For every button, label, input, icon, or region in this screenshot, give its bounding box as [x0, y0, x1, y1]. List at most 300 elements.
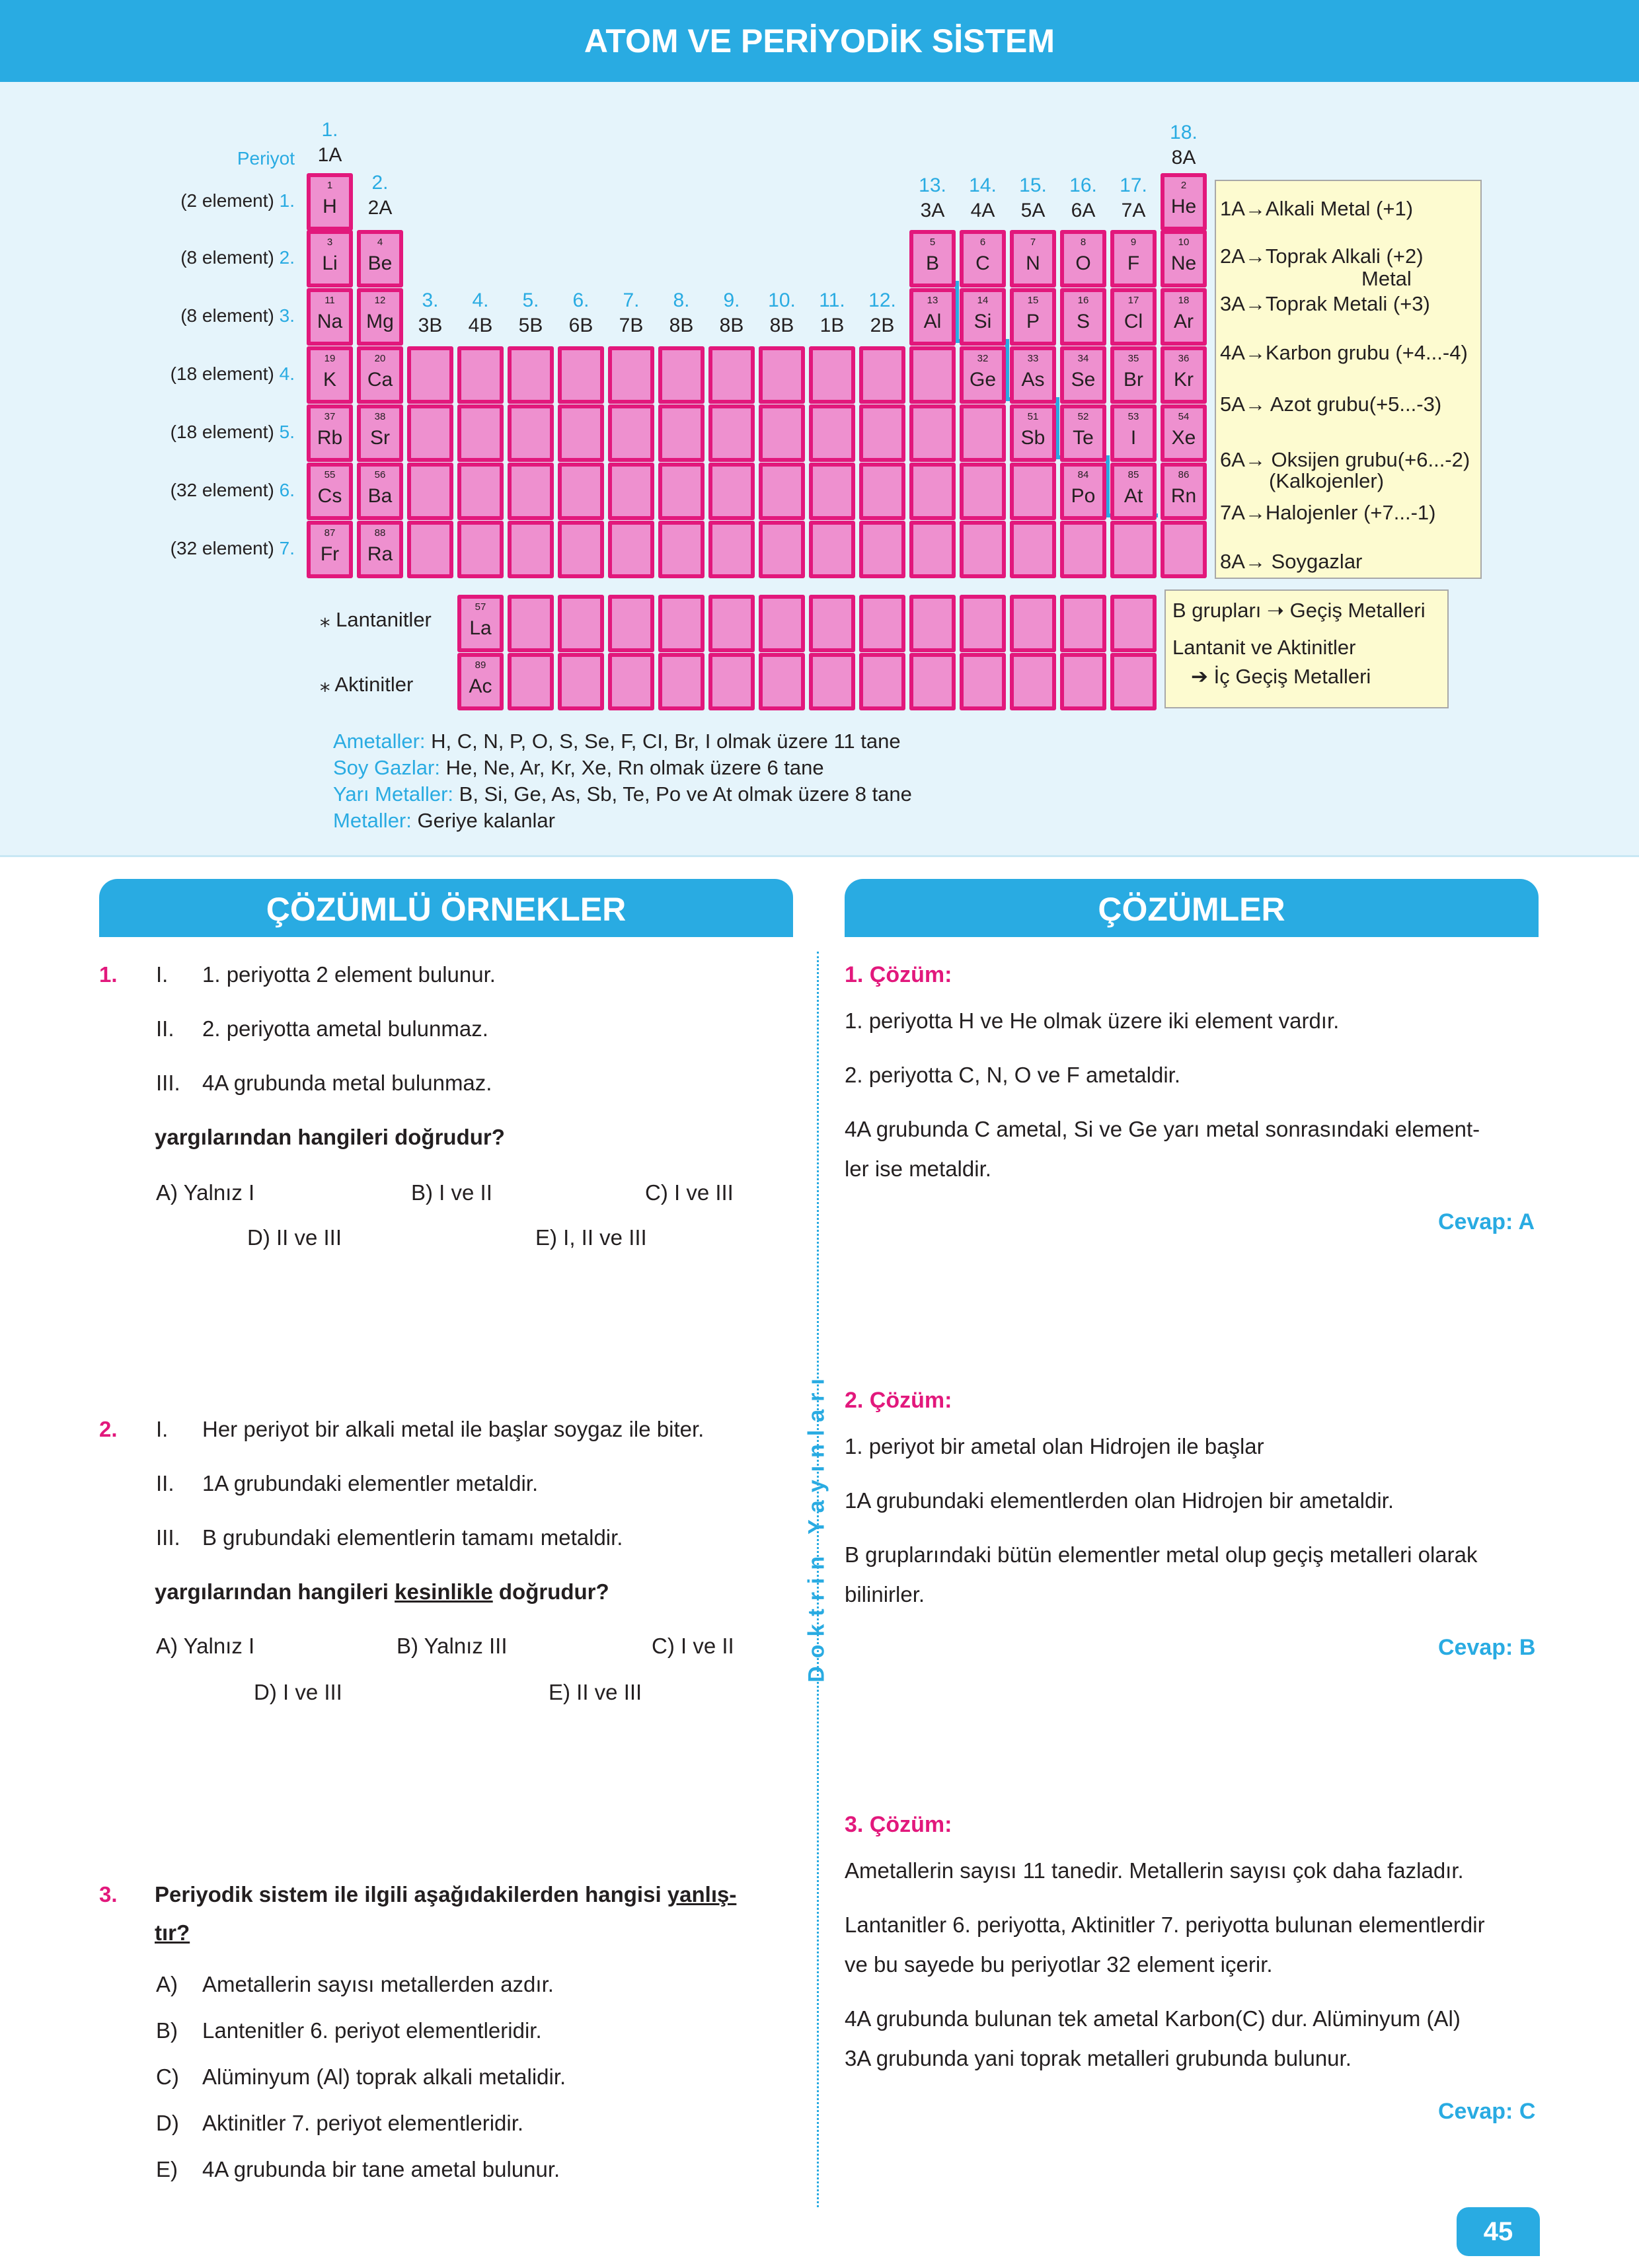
element-cell-he: [1161, 173, 1207, 231]
empty-element-cell: [407, 463, 453, 520]
element-symbol: Rb: [317, 427, 343, 449]
group-number: 18.: [1170, 122, 1198, 143]
empty-element-cell: [960, 404, 1006, 462]
group-names-box: [1215, 180, 1482, 579]
group-number: 5.: [522, 289, 539, 311]
solution-line: 4A grubunda C ametal, Si ve Ge yarı metal sonrasındaki element-: [845, 1117, 1480, 1141]
element-symbol: Be: [367, 252, 393, 274]
element-cell-kr: [1161, 346, 1207, 404]
brand-text: Doktrin Yayınları: [804, 1371, 829, 1682]
element-symbol: Ar: [1174, 311, 1194, 332]
empty-element-cell: [658, 346, 705, 404]
option-c[interactable]: C) I ve II: [652, 1634, 734, 1658]
atomic-number: 87: [324, 527, 336, 539]
solution-line: 1A grubundaki elementlerden olan Hidrojen bir ametaldir.: [845, 1488, 1394, 1513]
period-count: (32 element): [170, 480, 274, 500]
empty-element-cell: [909, 521, 956, 578]
answer-label: Cevap: B: [1438, 1635, 1536, 1660]
period-number: 3.: [279, 305, 295, 326]
element-cell-at: [1110, 463, 1157, 520]
element-cell-sr: [357, 404, 403, 462]
period-number: 1.: [279, 190, 295, 211]
empty-actinide-cell: [1060, 653, 1106, 710]
atomic-number: 6: [979, 237, 986, 248]
empty-element-cell: [708, 346, 755, 404]
answer-label: Cevap: C: [1438, 2099, 1536, 2124]
page-title: ATOM VE PERİYODİK SİSTEM: [584, 22, 1055, 59]
atomic-number: 85: [1127, 469, 1139, 480]
element-cell-cl: [1110, 288, 1157, 346]
empty-element-cell: [558, 404, 604, 462]
transition-line-1: B grupları ➝ Geçiş Metalleri: [1172, 599, 1426, 622]
empty-element-cell: [608, 521, 654, 578]
group-code: 4B: [468, 315, 493, 336]
group-code: 3B: [418, 315, 443, 336]
solutions-tab: ÇÖZÜMLER: [845, 879, 1539, 937]
group-number: 16.: [1069, 174, 1097, 196]
empty-lanthanide-cell: [1060, 595, 1106, 652]
atomic-number: 53: [1127, 411, 1139, 422]
page-number: 45: [1457, 2207, 1540, 2256]
group-name-line: Metal: [1361, 267, 1412, 290]
element-cell-p: [1010, 288, 1056, 346]
question-prompt: [155, 1579, 609, 1605]
atomic-number: 16: [1077, 295, 1089, 306]
option-b[interactable]: B) Yalnız III: [397, 1634, 508, 1658]
element-symbol: Fr: [320, 543, 340, 565]
empty-lanthanide-cell: [558, 595, 604, 652]
group-number: 2.: [371, 172, 389, 194]
atomic-number: 89: [475, 660, 486, 671]
atomic-number: 14: [977, 295, 989, 306]
empty-element-cell: [558, 521, 604, 578]
group-name-line: 7A→Halojenler (+7...-1): [1220, 501, 1436, 524]
atomic-number: 33: [1027, 353, 1039, 364]
empty-element-cell: [1010, 463, 1056, 520]
element-cell-ra: [357, 521, 403, 578]
element-symbol: He: [1170, 196, 1197, 217]
definition-key: Soy Gazlar:: [333, 756, 440, 779]
solution-line: 1. periyotta H ve He olmak üzere iki element vardır.: [845, 1008, 1340, 1033]
empty-element-cell: [457, 404, 504, 462]
option-letter[interactable]: B): [156, 2018, 178, 2043]
empty-actinide-cell: [859, 653, 905, 710]
atomic-number: 3: [326, 237, 333, 248]
period-label-1: [77, 190, 295, 211]
option-e[interactable]: E) I, II ve III: [535, 1225, 647, 1250]
empty-lanthanide-cell: [508, 595, 554, 652]
element-cell-se: [1060, 346, 1106, 404]
empty-element-cell: [558, 463, 604, 520]
period-label-5: [77, 422, 295, 443]
element-symbol: Ba: [367, 485, 393, 507]
empty-element-cell: [407, 346, 453, 404]
empty-element-cell: [608, 404, 654, 462]
element-symbol: La: [469, 617, 492, 639]
statement-ii: 1A grubundaki elementler metaldir.: [202, 1471, 539, 1495]
period-count: (18 element): [170, 363, 274, 384]
definition-key: Ametaller:: [333, 730, 426, 753]
element-cell-i: [1110, 404, 1157, 462]
empty-lanthanide-cell: [658, 595, 705, 652]
element-cell-ar: [1161, 288, 1207, 346]
empty-element-cell: [407, 404, 453, 462]
empty-element-cell: [708, 521, 755, 578]
atomic-number: 55: [324, 469, 336, 480]
period-label-6: [77, 480, 295, 501]
empty-actinide-cell: [809, 653, 855, 710]
atomic-number: 34: [1077, 353, 1089, 364]
examples-tab: ÇÖZÜMLÜ ÖRNEKLER: [99, 879, 793, 937]
definition-line: [333, 809, 555, 833]
element-symbol: I: [1130, 427, 1137, 449]
group-code: 5A: [1020, 200, 1046, 221]
element-cell-o: [1060, 230, 1106, 287]
group-name-line: 1A→Alkali Metal (+1): [1220, 197, 1414, 220]
empty-element-cell: [508, 346, 554, 404]
empty-element-cell: [809, 404, 855, 462]
element-symbol: Cl: [1124, 311, 1143, 332]
question-number: 3.: [99, 1882, 118, 1907]
option-a[interactable]: A) Yalnız I: [156, 1634, 255, 1658]
option-letter[interactable]: C): [156, 2064, 179, 2089]
group-code: 6A: [1071, 200, 1096, 221]
periodic-table-panel: [0, 82, 1639, 857]
period-count: (8 element): [180, 247, 274, 268]
group-number: 4.: [472, 289, 489, 311]
atomic-number: 10: [1178, 237, 1190, 248]
period-heading: Periyot: [237, 148, 295, 169]
element-cell-br: [1110, 346, 1157, 404]
solution-line: 3A grubunda yani toprak metalleri grubunda bulunur.: [845, 2046, 1352, 2070]
definition-value: He, Ne, Ar, Kr, Xe, Rn olmak üzere 6 tane: [439, 756, 824, 779]
atomic-number: 17: [1127, 295, 1139, 306]
group-code: 1B: [820, 315, 845, 336]
group-code: 2A: [367, 197, 393, 219]
element-cell-fr: [307, 521, 353, 578]
empty-element-cell: [658, 404, 705, 462]
element-cell-f: [1110, 230, 1157, 287]
element-cell-b: [909, 230, 956, 287]
atomic-number: 5: [929, 237, 936, 248]
atomic-number: 4: [377, 237, 383, 248]
empty-element-cell: [859, 521, 905, 578]
empty-actinide-cell: [759, 653, 805, 710]
element-cell-al: [909, 288, 956, 346]
element-cell-si: [960, 288, 1006, 346]
period-label-3: [77, 305, 295, 326]
option-text[interactable]: Alüminyum (Al) toprak alkali metalidir.: [202, 2064, 566, 2089]
element-symbol: K: [323, 369, 336, 391]
group-code: 6B: [568, 315, 593, 336]
empty-actinide-cell: [960, 653, 1006, 710]
question-number: 1.: [99, 962, 118, 987]
empty-element-cell: [457, 521, 504, 578]
group-number: 17.: [1120, 174, 1147, 196]
roman-iii: III.: [156, 1525, 180, 1550]
prompt-emphasis: yanlış-: [667, 1882, 737, 1907]
period-label-7: [77, 538, 295, 559]
group-number: 14.: [969, 174, 997, 196]
element-symbol: P: [1026, 311, 1040, 332]
group-code: 7A: [1121, 200, 1146, 221]
element-symbol: Xe: [1171, 427, 1196, 449]
group-number: 7.: [623, 289, 640, 311]
solution-line: 4A grubunda bulunan tek ametal Karbon(C) dur. Alüminyum (Al): [845, 2006, 1461, 2031]
transition-line-3: ➔ İç Geçiş Metalleri: [1191, 665, 1371, 688]
option-d[interactable]: D) II ve III: [247, 1225, 342, 1250]
group-number: 11.: [819, 289, 845, 311]
solution-title: 3. Çözüm:: [845, 1812, 952, 1837]
group-code: 7B: [619, 315, 644, 336]
element-symbol: B: [925, 252, 939, 274]
empty-lanthanide-cell: [708, 595, 755, 652]
atomic-number: 54: [1178, 411, 1190, 422]
solution-line: 1. periyot bir ametal olan Hidrojen ile başlar: [845, 1434, 1264, 1458]
element-symbol: Ne: [1170, 252, 1197, 274]
option-text[interactable]: Lantenitler 6. periyot elementleridir.: [202, 2018, 542, 2043]
solution-line: Lantanitler 6. periyotta, Aktinitler 7. periyotta bulunan elementlerdir: [845, 1912, 1485, 1937]
group-number: 13.: [919, 174, 946, 196]
prompt-start: Periyodik sistem ile ilgili aşağıdakilerden hangisi: [155, 1882, 667, 1907]
atomic-number: 86: [1178, 469, 1190, 480]
group-label-2: [350, 170, 410, 221]
empty-lanthanide-cell: [909, 595, 956, 652]
empty-actinide-cell: [1010, 653, 1056, 710]
element-symbol: Na: [317, 311, 343, 332]
prompt-emphasis: kesinlikle: [395, 1579, 493, 1604]
option-e[interactable]: E) II ve III: [549, 1680, 642, 1704]
atomic-number: 37: [324, 411, 336, 422]
element-symbol: F: [1127, 252, 1140, 274]
group-number: 8.: [673, 289, 690, 311]
solution-line: Ametallerin sayısı 11 tanedir. Metallerin sayısı çok daha fazladır.: [845, 1858, 1464, 1883]
atomic-number: 56: [374, 469, 386, 480]
period-count: (32 element): [170, 538, 274, 558]
empty-element-cell: [1010, 521, 1056, 578]
element-symbol: S: [1076, 311, 1090, 332]
element-symbol: Rn: [1170, 485, 1197, 507]
empty-element-cell: [708, 404, 755, 462]
group-code: 5B: [518, 315, 543, 336]
prompt-continuation: tır?: [155, 1920, 190, 1945]
empty-element-cell: [608, 346, 654, 404]
statement-iii: B grubundaki elementlerin tamamı metaldir.: [202, 1525, 623, 1550]
group-number: 1.: [321, 119, 338, 141]
period-count: (8 element): [180, 305, 274, 326]
group-number: 15.: [1019, 174, 1047, 196]
element-symbol: Te: [1073, 427, 1094, 449]
empty-element-cell: [759, 521, 805, 578]
atomic-number: 19: [324, 353, 336, 364]
group-name-line: 3A→Toprak Metali (+3): [1220, 292, 1430, 315]
solution-line: ler ise metaldir.: [845, 1156, 991, 1181]
option-text[interactable]: Aktinitler 7. periyot elementleridir.: [202, 2111, 524, 2135]
element-symbol: Mg: [366, 311, 394, 332]
solution-line: 2. periyotta C, N, O ve F ametaldir.: [845, 1063, 1181, 1087]
empty-actinide-cell: [909, 653, 956, 710]
atomic-number: 8: [1080, 237, 1086, 248]
option-b[interactable]: B) I ve II: [411, 1180, 492, 1205]
empty-element-cell: [407, 521, 453, 578]
empty-element-cell: [508, 521, 554, 578]
element-cell-po: [1060, 463, 1106, 520]
group-label-1: [300, 118, 360, 168]
roman-ii: II.: [156, 1016, 174, 1041]
atomic-number: 11: [324, 295, 335, 306]
definition-line: [333, 730, 901, 753]
atomic-number: 7: [1030, 237, 1036, 248]
group-code: 8A: [1171, 147, 1196, 169]
option-letter[interactable]: E): [156, 2157, 178, 2181]
group-number: 3.: [422, 289, 439, 311]
empty-element-cell: [457, 346, 504, 404]
empty-element-cell: [759, 346, 805, 404]
lanthanides-label: ⁎ Lantanitler: [320, 608, 432, 631]
definition-line: [333, 782, 912, 806]
option-text[interactable]: Ametallerin sayısı metallerden azdır.: [202, 1972, 554, 1996]
empty-lanthanide-cell: [1110, 595, 1157, 652]
empty-element-cell: [558, 346, 604, 404]
element-symbol: O: [1075, 252, 1091, 274]
empty-lanthanide-cell: [960, 595, 1006, 652]
atomic-number: 38: [374, 411, 386, 422]
atomic-number: 20: [374, 353, 386, 364]
empty-actinide-cell: [1110, 653, 1157, 710]
option-a[interactable]: A) Yalnız I: [156, 1180, 255, 1205]
element-symbol: Ra: [367, 543, 393, 565]
element-cell-rn: [1161, 463, 1207, 520]
actinides-label: ⁎ Aktinitler: [320, 673, 414, 696]
solution-title: 1. Çözüm:: [845, 962, 952, 987]
element-symbol: Ge: [969, 369, 997, 391]
empty-element-cell: [508, 404, 554, 462]
question-prompt: yargılarından hangileri doğrudur?: [155, 1125, 505, 1149]
element-cell-ba: [357, 463, 403, 520]
period-number: 2.: [279, 247, 295, 268]
element-cell-ne: [1161, 230, 1207, 287]
prompt-end: doğrudur?: [492, 1579, 609, 1604]
element-symbol: Sb: [1020, 427, 1046, 449]
period-count: (18 element): [170, 422, 274, 442]
empty-element-cell: [960, 521, 1006, 578]
solution-title: 2. Çözüm:: [845, 1388, 952, 1413]
group-code: 1A: [317, 144, 342, 166]
group-label-18: [1154, 120, 1213, 170]
group-name-line: 5A→ Azot grubu(+5...-3): [1220, 393, 1442, 416]
option-letter[interactable]: A): [156, 1972, 178, 1996]
atomic-number: 2: [1180, 180, 1187, 191]
solution-line: ve bu sayede bu periyotlar 32 element içerir.: [845, 1952, 1273, 1977]
atomic-number: 15: [1027, 295, 1039, 306]
element-symbol: Ac: [469, 675, 492, 697]
roman-iii: III.: [156, 1071, 180, 1095]
element-symbol: Si: [973, 311, 992, 332]
question-number: 2.: [99, 1417, 118, 1441]
element-cell-la: [457, 595, 504, 652]
empty-element-cell: [909, 404, 956, 462]
group-name-line: 4A→Karbon grubu (+4...-4): [1220, 341, 1468, 364]
question-prompt: [155, 1882, 736, 1907]
element-symbol: Cs: [317, 485, 342, 507]
empty-element-cell: [809, 346, 855, 404]
transition-line-2: Lantanit ve Aktinitler: [1172, 636, 1356, 659]
empty-lanthanide-cell: [809, 595, 855, 652]
statement-ii: 2. periyotta ametal bulunmaz.: [202, 1016, 488, 1041]
empty-element-cell: [960, 463, 1006, 520]
definition-key: Yarı Metaller:: [333, 782, 454, 806]
empty-element-cell: [759, 404, 805, 462]
empty-element-cell: [708, 463, 755, 520]
element-cell-xe: [1161, 404, 1207, 462]
statement-iii: 4A grubunda metal bulunmaz.: [202, 1071, 492, 1095]
answer-label: Cevap: A: [1438, 1209, 1535, 1234]
period-number: 4.: [279, 363, 295, 384]
period-label-2: [77, 247, 295, 268]
atomic-number: 36: [1178, 353, 1190, 364]
option-letter[interactable]: D): [156, 2111, 179, 2135]
definition-line: [333, 756, 824, 780]
statement-i: 1. periyotta 2 element bulunur.: [202, 962, 496, 987]
atomic-number: 18: [1178, 295, 1190, 306]
empty-element-cell: [859, 346, 905, 404]
atomic-number: 12: [374, 295, 386, 306]
roman-i: I.: [156, 962, 169, 987]
element-cell-li: [307, 230, 353, 287]
empty-actinide-cell: [608, 653, 654, 710]
element-cell-cs: [307, 463, 353, 520]
atomic-number: 1: [326, 180, 333, 191]
empty-element-cell: [859, 404, 905, 462]
empty-actinide-cell: [658, 653, 705, 710]
empty-lanthanide-cell: [1010, 595, 1056, 652]
group-number: 6.: [572, 289, 590, 311]
element-symbol: Po: [1071, 485, 1096, 507]
empty-element-cell: [759, 463, 805, 520]
prompt-start: yargılarından hangileri: [155, 1579, 395, 1604]
empty-element-cell: [859, 463, 905, 520]
element-cell-h: [307, 173, 353, 231]
atomic-number: 13: [927, 295, 938, 306]
element-cell-te: [1060, 404, 1106, 462]
element-cell-k: [307, 346, 353, 404]
element-cell-na: [307, 288, 353, 346]
definition-key: Metaller:: [333, 809, 412, 832]
element-cell-ca: [357, 346, 403, 404]
element-symbol: Br: [1124, 369, 1143, 391]
option-c[interactable]: C) I ve III: [645, 1180, 734, 1205]
atomic-number: 32: [977, 353, 989, 364]
element-cell-sb: [1010, 404, 1056, 462]
element-symbol: Ca: [367, 369, 393, 391]
element-cell-be: [357, 230, 403, 287]
group-name-line: 2A→Toprak Alkali (+2): [1220, 245, 1424, 268]
element-cell-ge: [960, 346, 1006, 404]
element-symbol: Se: [1071, 369, 1096, 391]
empty-element-cell: [508, 463, 554, 520]
empty-element-cell: [457, 463, 504, 520]
roman-ii: II.: [156, 1471, 174, 1495]
brand-vertical: [797, 1368, 837, 1685]
element-cell-ac: [457, 653, 504, 710]
definition-value: Geriye kalanlar: [411, 809, 555, 832]
empty-element-cell: [658, 521, 705, 578]
group-code: 8B: [669, 315, 694, 336]
option-text[interactable]: 4A grubunda bir tane ametal bulunur.: [202, 2157, 560, 2181]
option-d[interactable]: D) I ve III: [254, 1680, 342, 1704]
element-symbol: Sr: [370, 427, 390, 449]
element-symbol: At: [1124, 485, 1143, 507]
